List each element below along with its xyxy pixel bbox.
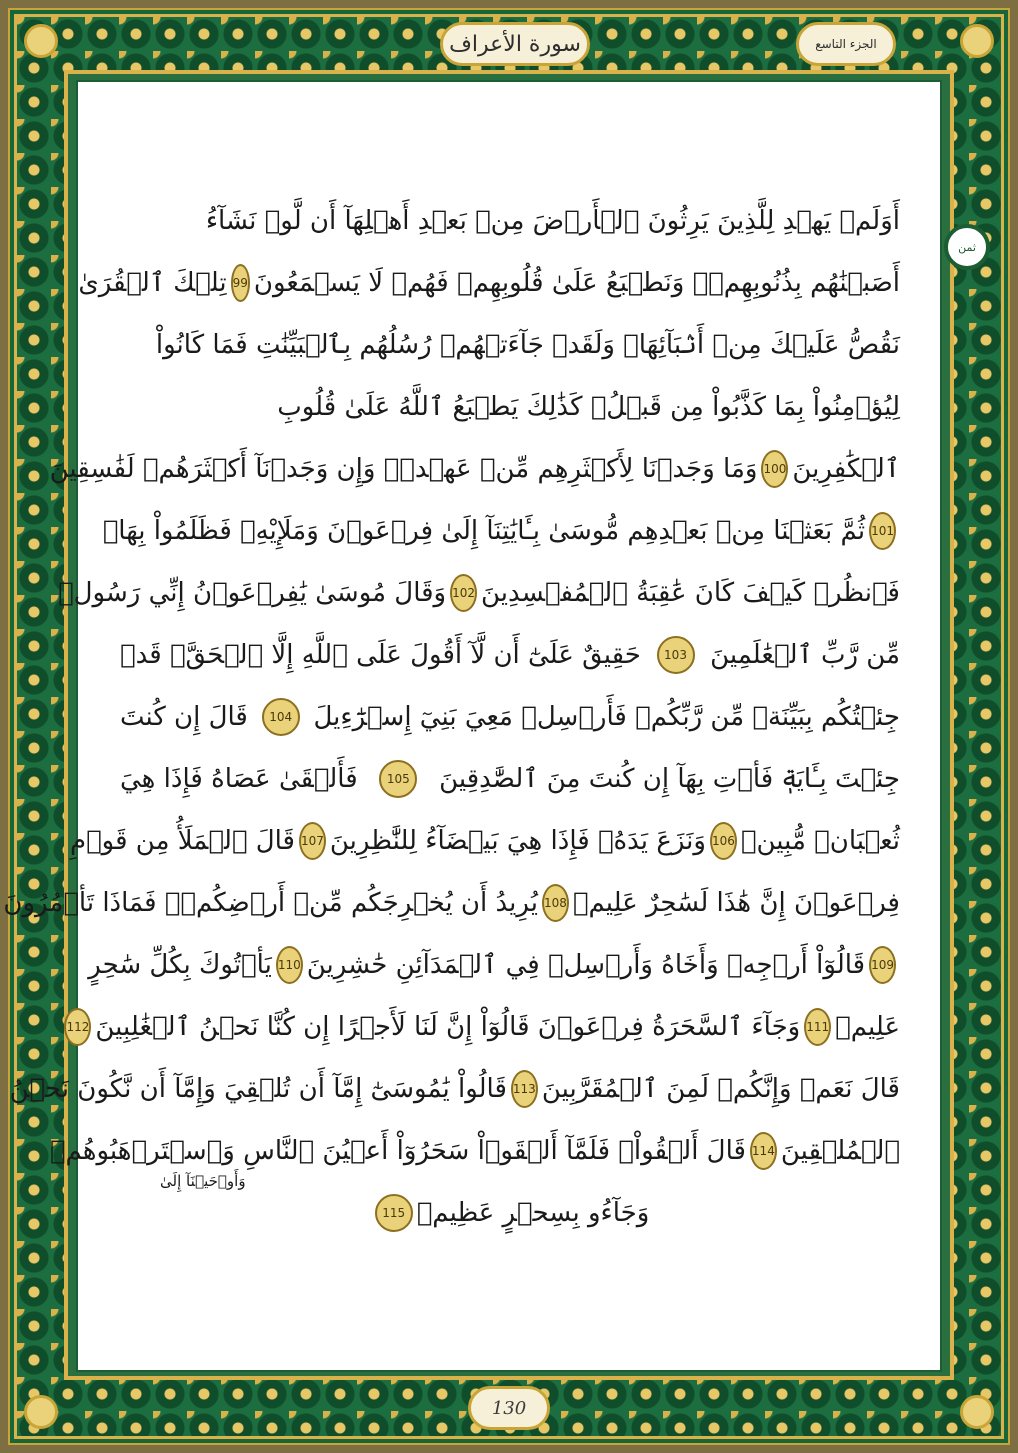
corner-ornament-icon [24, 24, 58, 58]
verse-line [3, 872, 900, 934]
verse-line [120, 624, 900, 686]
verse-text: قَالَ أَلۡقُواْۖ فَلَمَّآ أَلۡقَوۡاْ سَحَرُوٓاْ أَعۡيُنَ ٱلنَّاسِ وَٱسۡتَرۡهَبُوهُمۡ [49, 1136, 746, 1166]
ayah-number-marker: 104 [262, 698, 300, 736]
verse-text: قَالَ ٱلۡمَلَأُ مِن قَوۡمِ [69, 826, 295, 856]
thumn-marker: ثمن [944, 224, 990, 270]
ayah-number-marker: 110 [276, 946, 303, 984]
verse-text: فِرۡعَوۡنَ إِنَّ هَٰذَا لَسَٰحِرٌ عَلِيمٞ [572, 888, 900, 918]
verse-text: حَقِيقٌ عَلَىٰٓ أَن لَّآ أَقُولَ عَلَى ٱللَّهِ إِلَّا ٱلۡحَقَّۚ قَدۡ [120, 640, 641, 670]
ayah-number-marker: 105 [379, 760, 417, 798]
ayah-number-marker: 111 [804, 1008, 831, 1046]
verse-text: وَمَا وَجَدۡنَا لِأَكۡثَرِهِم مِّنۡ عَهۡدٖۖ وَإِن وَجَدۡنَآ أَكۡثَرَهُمۡ لَفَٰسِقِينَ [49, 454, 758, 484]
verse-line [66, 996, 900, 1058]
verse-text: يُرِيدُ أَن يُخۡرِجَكُم مِّنۡ أَرۡضِكُمۡۖ فَمَاذَا تَأۡمُرُونَ [3, 888, 538, 918]
verse-text: وَنَزَعَ يَدَهُۥ فَإِذَا هِيَ بَيۡضَآءُ لِلنَّٰظِرِينَ [329, 826, 706, 856]
ayah-number-marker: 113 [511, 1070, 538, 1108]
verse-lines [3, 190, 900, 1244]
verse-line [78, 252, 900, 314]
ayah-number-marker: 115 [375, 1194, 413, 1232]
verse-text: قَالَ إِن كُنتَ [120, 702, 248, 732]
verse-text: جِئۡتَ بِـَٔايَةٖ فَأۡتِ بِهَآ إِن كُنتَ مِنَ ٱلصَّٰدِقِينَ [439, 764, 900, 794]
verse-text: تِلۡكَ ٱلۡقُرَىٰ [78, 268, 227, 298]
page-number: 130 [468, 1386, 550, 1430]
verse-text: أَصَبۡنَٰهُم بِذُنُوبِهِمۡۚ وَنَطۡبَعُ عَلَىٰ قُلُوبِهِمۡ فَهُمۡ لَا يَسۡمَعُونَ [253, 268, 900, 298]
verse-line [58, 562, 900, 624]
ayah-number-marker: 107 [299, 822, 326, 860]
verse-line [120, 1182, 900, 1244]
verse-text: وَجَآءَ ٱلسَّحَرَةُ فِرۡعَوۡنَ قَالُوٓاْ إِنَّ لَنَا لَأَجۡرًا إِن كُنَّا نَحۡنُ ٱلۡغَٰلِبِينَ [95, 1012, 801, 1042]
verse-text: يَأۡتُوكَ بِكُلِّ سَٰحِرٍ [88, 950, 272, 980]
verse-text: فَأَلۡقَىٰ عَصَاهُ فَإِذَا هِيَ [120, 764, 358, 794]
verse-line [120, 314, 900, 376]
verse-text: ثُعۡبَانٞ مُّبِينٞ [740, 826, 900, 856]
verse-line [120, 376, 900, 438]
verse-line [69, 810, 900, 872]
ayah-number-marker: 114 [750, 1132, 777, 1170]
verse-text: لِيُؤۡمِنُواْ بِمَا كَذَّبُواْ مِن قَبۡلُۚ كَذَٰلِكَ يَطۡبَعُ ٱللَّهُ عَلَىٰ قُلُوبِ [277, 392, 900, 422]
corner-ornament-icon [960, 24, 994, 58]
verse-text: نَقُصُّ عَلَيۡكَ مِنۡ أَنۢبَآئِهَاۚ وَلَقَدۡ جَآءَتۡهُمۡ رُسُلُهُم بِٱلۡبَيِّنَٰتِ فَمَا كَانُواْ [155, 330, 900, 360]
verse-line [120, 190, 900, 252]
juz-badge: الجزء التاسع [796, 22, 896, 66]
corner-ornament-icon [24, 1395, 58, 1429]
verse-text: ٱلۡكَٰفِرِينَ [792, 454, 900, 484]
surah-name-badge: سورة الأعراف [440, 22, 590, 66]
ayah-number-marker: 100 [761, 450, 788, 488]
verse-text: عَلِيمٖ [835, 1012, 900, 1042]
verse-line [102, 500, 900, 562]
verse-line [120, 748, 900, 810]
verse-text: فَٱنظُرۡ كَيۡفَ كَانَ عَٰقِبَةُ ٱلۡمُفۡسِدِينَ [481, 578, 900, 608]
ayah-number-marker: 99 [231, 264, 250, 302]
verse-text: مِّن رَّبِّ ٱلۡعَٰلَمِينَ [710, 640, 900, 670]
ayah-number-marker: 102 [450, 574, 477, 612]
verse-text: ثُمَّ بَعَثۡنَا مِنۢ بَعۡدِهِم مُّوسَىٰ بِـَٔايَٰتِنَآ إِلَىٰ فِرۡعَوۡنَ وَمَلَإِيْهِۦ فَظَلَمُواْ بِهَاۖ [102, 516, 866, 546]
verse-line [88, 934, 900, 996]
ayah-number-marker: 103 [657, 636, 695, 674]
verse-text: قَالُواْ يَٰمُوسَىٰٓ إِمَّآ أَن تُلۡقِيَ وَإِمَّآ أَن نَّكُونَ نَحۡنُ [9, 1074, 507, 1104]
verse-text: وَقَالَ مُوسَىٰ يَٰفِرۡعَوۡنُ إِنِّي رَسُولٞ [58, 578, 447, 608]
ayah-number-marker: 109 [869, 946, 896, 984]
ayah-number-marker: 112 [64, 1008, 91, 1046]
corner-ornament-icon [960, 1395, 994, 1429]
verse-line [49, 438, 900, 500]
ayah-number-marker: 108 [542, 884, 569, 922]
verse-text: وَجَآءُو بِسِحۡرٍ عَظِيمٖ [416, 1198, 650, 1228]
verse-text: أَوَلَمۡ يَهۡدِ لِلَّذِينَ يَرِثُونَ ٱلۡأَرۡضَ مِنۢ بَعۡدِ أَهۡلِهَآ أَن لَّوۡ نَشَآءُ [205, 206, 900, 236]
ayah-number-marker: 106 [710, 822, 737, 860]
ayah-number-marker: 101 [869, 512, 896, 550]
verse-text: جِئۡتُكُم بِبَيِّنَةٖ مِّن رَّبِّكُمۡ فَأَرۡسِلۡ مَعِيَ بَنِيٓ إِسۡرَٰٓءِيلَ [313, 702, 900, 732]
verse-line [9, 1058, 900, 1120]
verse-line [120, 686, 900, 748]
verse-text: قَالُوٓاْ أَرۡجِهۡ وَأَخَاهُ وَأَرۡسِلۡ فِي ٱلۡمَدَآئِنِ حَٰشِرِينَ [306, 950, 866, 980]
verse-text: قَالَ نَعَمۡ وَإِنَّكُمۡ لَمِنَ ٱلۡمُقَرَّبِينَ [541, 1074, 900, 1104]
catchword: وَأَوۡحَيۡنَآ إِلَىٰ [160, 1172, 246, 1190]
verse-text: ٱلۡمُلۡقِينَ [780, 1136, 900, 1166]
